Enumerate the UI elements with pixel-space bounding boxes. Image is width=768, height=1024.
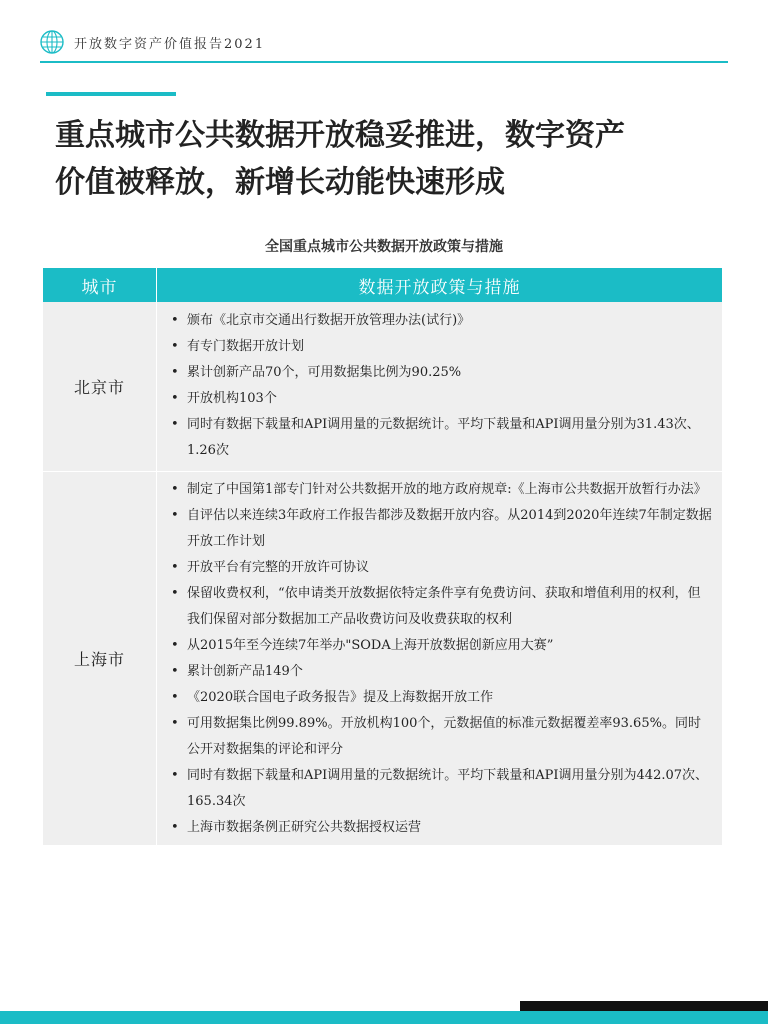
list-item: • 颁布《北京市交通出行数据开放管理办法(试行)》: [157, 308, 722, 334]
table-header: [43, 268, 722, 302]
list-item: • 累计创新产品70个，可用数据集比例为90.25%: [157, 360, 722, 386]
table-row-beijing: [43, 302, 722, 471]
header-divider: [40, 61, 728, 63]
headline-accent-bar: [46, 92, 176, 96]
list-item: • 同时有数据下载量和API调用量的元数据统计。平均下载量和API调用量分别为31.43次、1.26次: [157, 412, 722, 464]
list-item: • 可用数据集比例99.89%。开放机构100个，元数据值的标准元数据覆差率93.65%。同时公开对数据集的评论和评分: [157, 711, 722, 763]
policy-table: [43, 268, 722, 845]
header-policy: 数据开放政策与措施: [358, 277, 521, 298]
list-item: • 开放机构103个: [157, 386, 722, 412]
headline-line-1: 重点城市公共数据开放稳妥推进，数字资产: [55, 118, 625, 153]
policy-list: [157, 477, 722, 841]
list-item: • 累计创新产品149个: [157, 659, 722, 685]
table-caption: 全国重点城市公共数据开放政策与措施: [265, 239, 503, 255]
header-city: 城市: [43, 268, 157, 302]
list-item: • 从2015年至今连续7年举办"SODA上海开放数据创新应用大赛”: [157, 633, 722, 659]
page-headline: [55, 112, 725, 206]
footer-dark-bar: [520, 1001, 768, 1011]
policy-list: [157, 308, 722, 464]
list-item: • 有专门数据开放计划: [157, 334, 722, 360]
table-row-shanghai: [43, 471, 722, 845]
list-item: • 开放平台有完整的开放许可协议: [157, 555, 722, 581]
footer-accent-bar: [0, 1011, 768, 1024]
list-item: • 同时有数据下载量和API调用量的元数据统计。平均下载量和API调用量分别为442.07次、165.34次: [157, 763, 722, 815]
city-cell: 北京市: [43, 302, 157, 471]
list-item: • 上海市数据条例正研究公共数据授权运营: [157, 815, 722, 841]
list-item: • 制定了中国第1部专门针对公共数据开放的地方政府规章:《上海市公共数据开放暂行办法》: [157, 477, 722, 503]
page-header: [40, 28, 265, 56]
policy-cell: [157, 472, 722, 845]
globe-icon: [40, 30, 64, 54]
list-item: • 保留收费权利，“依申请类开放数据依特定条件享有免费访问、获取和增值利用的权利，但我们保留对部分数据加工产品收费访问及收费获取的权利: [157, 581, 722, 633]
city-cell: 上海市: [43, 472, 157, 845]
report-title: 开放数字资产价值报告2021: [74, 36, 266, 52]
list-item: • 《2020联合国电子政务报告》提及上海数据开放工作: [157, 685, 722, 711]
headline-line-2: 价值被释放，新增长动能快速形成: [55, 165, 505, 200]
list-item: • 自评估以来连续3年政府工作报告都涉及数据开放内容。从2014到2020年连续7年制定数据开放工作计划: [157, 503, 722, 555]
policy-cell: [157, 302, 722, 471]
